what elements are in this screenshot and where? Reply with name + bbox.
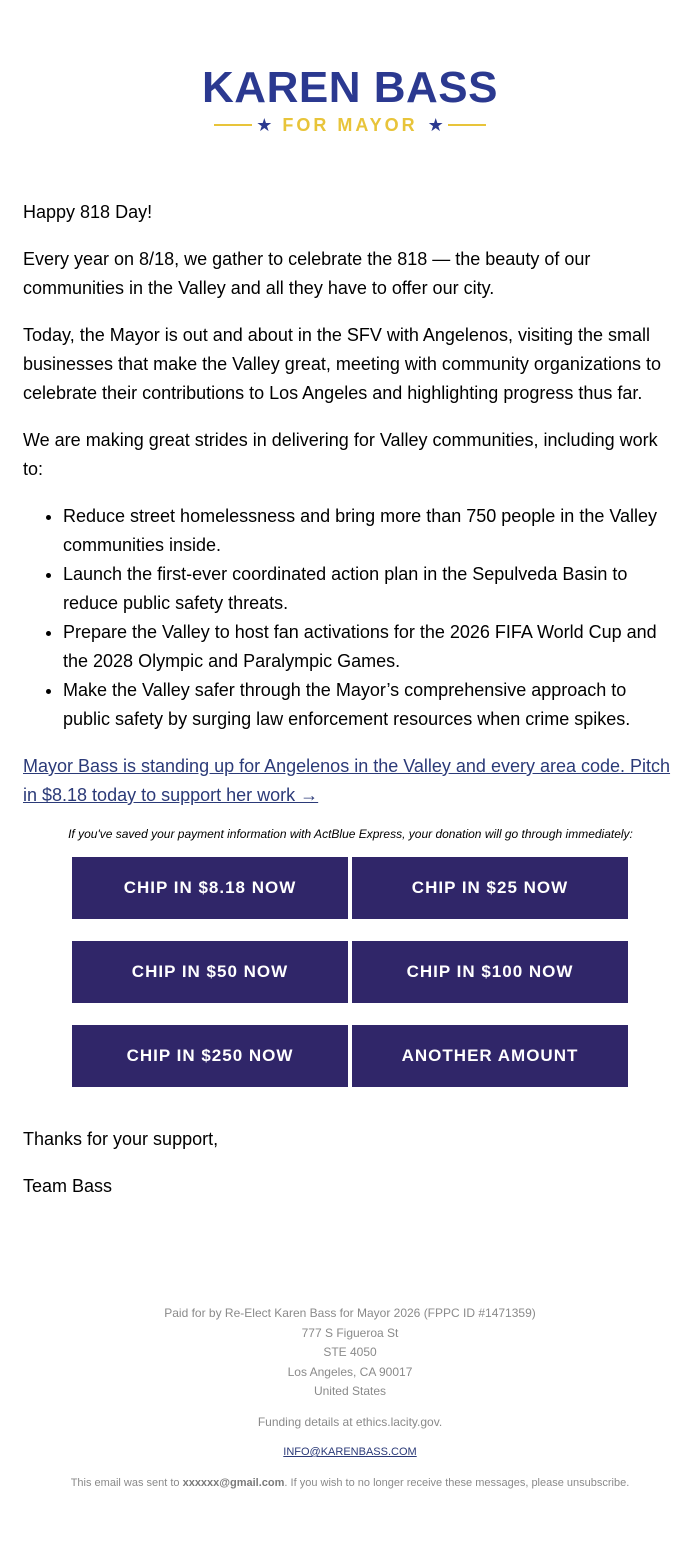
donate-pitch-link[interactable]: Mayor Bass is standing up for Angelenos in the Valley and every area code. Pitch in $8.18 today to support her work → xyxy=(23,756,671,805)
donation-buttons xyxy=(72,857,628,1109)
donation-row xyxy=(72,1025,628,1087)
accomplishments-list xyxy=(23,502,673,734)
list-item: • Prepare the Valley to host fan activations for the 2026 FIFA World Cup and the 2028 Olympic and Paralympic Games. xyxy=(63,618,673,676)
another-amount-button[interactable]: ANOTHER AMOUNT xyxy=(352,1025,628,1087)
sent-prefix: This email was sent to xyxy=(70,1476,183,1489)
campaign-logo xyxy=(0,63,700,138)
paid-for-disclaimer: Paid for by Re-Elect Karen Bass for Mayor 2026 (FPPC ID #1471359) xyxy=(164,1306,536,1320)
address-line: United States xyxy=(313,1384,387,1398)
address-line: 777 S Figueroa St xyxy=(301,1325,399,1340)
thanks-line: Thanks for your support, xyxy=(23,1129,219,1149)
chip-in-250-button[interactable]: CHIP IN $250 NOW xyxy=(72,1025,348,1087)
logo-rule-right xyxy=(448,124,486,126)
greeting: Happy 818 Day! xyxy=(23,202,153,222)
signature: Team Bass xyxy=(23,1176,113,1196)
email-footer xyxy=(0,1304,700,1493)
recipient-email: xxxxxx@gmail.com xyxy=(182,1476,285,1489)
mayor-activity-paragraph: Today, the Mayor is out and about in the SFV with Angelenos, visiting the small businesses that make the Valley great, meeting with community organizations to celebrate their contributions to Los Angeles and highlighting progress thus far. xyxy=(23,325,661,403)
signoff xyxy=(23,1125,218,1219)
address-line: STE 4050 xyxy=(323,1345,377,1359)
star-icon: ★ xyxy=(256,115,273,135)
sent-to-notice xyxy=(0,1474,700,1494)
logo-tagline: FOR MAYOR xyxy=(282,115,418,135)
address-line: Los Angeles, CA 90017 xyxy=(287,1364,413,1379)
chip-in-100-button[interactable]: CHIP IN $100 NOW xyxy=(352,941,628,1003)
star-icon: ★ xyxy=(427,115,444,135)
actblue-express-note: If you've saved your payment information with ActBlue Express, your donation will go through immediately: xyxy=(68,827,633,841)
intro-paragraph: Every year on 8/18, we gather to celebrate the 818 — the beauty of our communities in the Valley and all they have to offer our city. xyxy=(23,249,591,298)
list-item: • Make the Valley safer through the Mayor’s comprehensive approach to public safety by surging law enforcement resources when crime spikes. xyxy=(63,676,673,734)
progress-paragraph: We are making great strides in delivering for Valley communities, including work to: xyxy=(23,430,658,479)
logo-rule-left xyxy=(214,124,252,126)
chip-in-50-button[interactable]: CHIP IN $50 NOW xyxy=(72,941,348,1003)
list-item: • Reduce street homelessness and bring more than 750 people in the Valley communities inside. xyxy=(63,502,673,560)
chip-in-25-button[interactable]: CHIP IN $25 NOW xyxy=(352,857,628,919)
donation-row xyxy=(72,857,628,919)
contact-email-link[interactable]: INFO@KARENBASS.COM xyxy=(283,1446,417,1458)
logo-tagline-row xyxy=(0,112,700,138)
chip-in-8-18-button[interactable]: CHIP IN $8.18 NOW xyxy=(72,857,348,919)
email-body xyxy=(23,198,673,860)
logo-name: KAREN BASS xyxy=(202,63,498,112)
funding-details: Funding details at ethics.lacity.gov. xyxy=(257,1414,443,1429)
donation-row xyxy=(72,941,628,1003)
list-item: • Launch the first-ever coordinated action plan in the Sepulveda Basin to reduce public safety threats. xyxy=(63,560,673,618)
sent-suffix: . If you wish to no longer receive these messages, please unsubscribe. xyxy=(284,1476,630,1489)
